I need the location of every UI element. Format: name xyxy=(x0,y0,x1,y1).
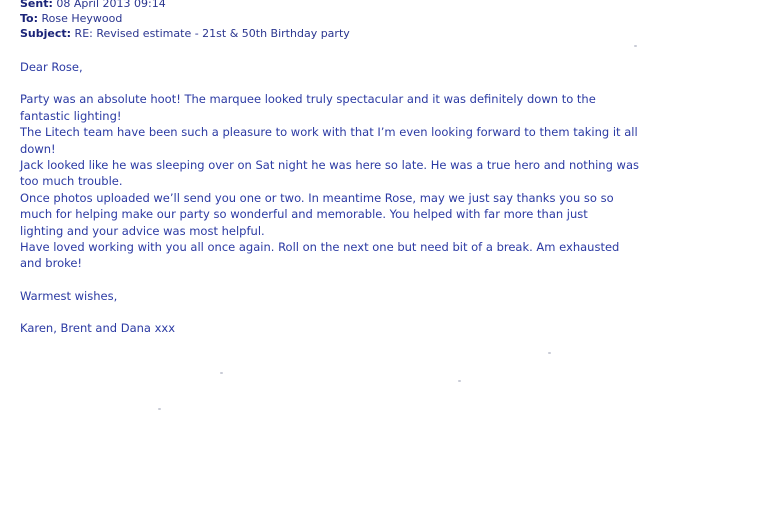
closing: Warmest wishes, xyxy=(20,288,118,303)
to-row xyxy=(20,11,350,26)
signature: Karen, Brent and Dana xxx xyxy=(20,321,176,336)
body-line: down! xyxy=(20,141,56,156)
email-body xyxy=(20,59,660,337)
body-line: much for helping make our party so wonderful and memorable. You helped with far more than just xyxy=(20,207,588,222)
sent-label: Sent: xyxy=(20,0,53,10)
scan-speck xyxy=(158,408,161,410)
greeting: Dear Rose, xyxy=(20,60,83,74)
scan-speck xyxy=(548,352,551,354)
body-line: Party was an absolute hoot! The marquee looked truly spectacular and it was definitely down to the xyxy=(20,92,596,107)
sent-value: 08 April 2013 09:14 xyxy=(56,0,166,10)
body-line: fantastic lighting! xyxy=(20,108,122,123)
body-line: Jack looked like he was sleeping over on Sat night he was here so late. He was a true hero and nothing was xyxy=(20,158,639,173)
subject-value: RE: Revised estimate - 21st & 50th Birthday party xyxy=(74,27,350,40)
body-line: Have loved working with you all once again. Roll on the next one but need bit of a break. Am exhausted xyxy=(20,240,620,255)
scan-speck xyxy=(458,380,461,382)
to-value: Rose Heywood xyxy=(41,12,123,25)
to-label: To: xyxy=(20,12,38,25)
body-line: The Litech team have been such a pleasure to work with that I’m even looking forward to them taking it all xyxy=(20,125,638,140)
scan-speck xyxy=(220,372,223,374)
body-line: too much trouble. xyxy=(20,174,123,189)
body-line: and broke! xyxy=(20,256,83,271)
subject-row xyxy=(20,26,350,41)
subject-label: Subject: xyxy=(20,27,72,40)
sent-row xyxy=(20,0,350,11)
email-header xyxy=(20,0,350,41)
body-line: Once photos uploaded we’ll send you one or two. In meantime Rose, may we just say thanks you so so xyxy=(20,190,614,205)
body-line: lighting and your advice was most helpful. xyxy=(20,223,265,238)
scan-speck xyxy=(634,45,637,47)
